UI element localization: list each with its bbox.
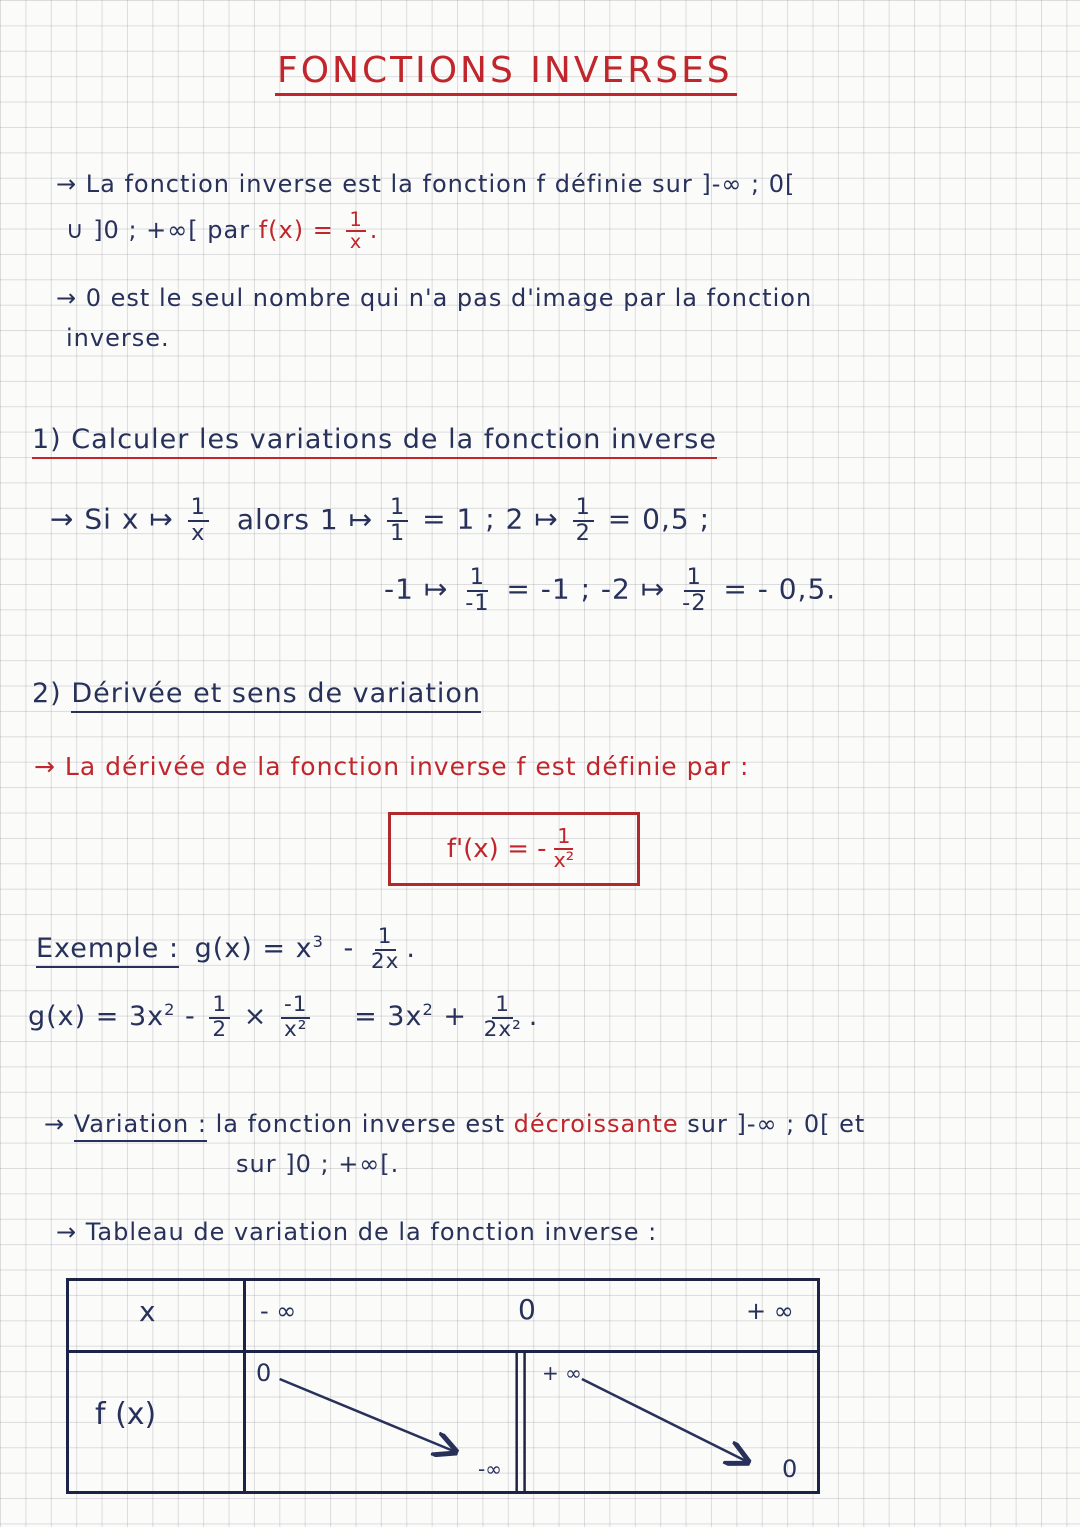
variation-line-2: sur ]0 ; +∞[. xyxy=(236,1150,400,1178)
example-line2-plus: + xyxy=(443,1001,467,1033)
example-line2-f3-num: 1 xyxy=(492,994,513,1019)
derivative-line: → La dérivée de la fonction inverse f est définie par : xyxy=(34,752,750,781)
intro-frac-num: 1 xyxy=(346,210,365,232)
row1-b-frac xyxy=(573,496,594,545)
section-1-heading xyxy=(32,424,717,455)
example-line2-f1-num: 1 xyxy=(209,994,230,1019)
page-title: FONCTIONS INVERSES xyxy=(275,50,737,96)
section-1-row-1 xyxy=(50,496,710,545)
example-line1-den: 2x xyxy=(370,948,400,974)
section-2-heading xyxy=(32,678,481,709)
variation-arrows xyxy=(246,1353,817,1491)
section-2-heading-text: Dérivée et sens de variation xyxy=(71,678,481,713)
intro-formula-fraction xyxy=(346,210,365,252)
row1-lead-den: x xyxy=(191,519,206,546)
derivative-num: 1 xyxy=(554,826,573,850)
row2-a-frac xyxy=(462,566,492,615)
derivative-formula-box xyxy=(388,812,640,886)
intro-formula-lhs: f(x) = xyxy=(258,216,334,245)
fx-values-cell xyxy=(245,1352,819,1493)
example-line2-f2-den: x² xyxy=(284,1016,308,1042)
example-line2-f1-den: 2 xyxy=(212,1016,228,1042)
example-line2-frac-1 xyxy=(209,994,230,1041)
row1-a-den: 1 xyxy=(389,519,406,546)
derivative-frac xyxy=(551,826,578,872)
fx-left-end: -∞ xyxy=(478,1457,502,1481)
row1-b-den: 2 xyxy=(575,519,591,546)
row1-b-result: = 0,5 ; xyxy=(607,502,711,536)
table-intro: → Tableau de variation de la fonction inverse : xyxy=(56,1218,658,1246)
section-2-number: 2) xyxy=(32,678,62,709)
example-line-2: $g(x) = 3x^2$ - $\frac{1}{2}$ × $\frac{-1}{\text{x²}}$ = $3x^2$ + $\frac{1}{\text{2x²}}$ . xyxy=(28,992,539,1042)
example-line2-f2-num: -1 xyxy=(281,994,311,1019)
row1-lead-num: 1 xyxy=(188,496,209,522)
example-line1-num: 1 xyxy=(375,926,396,951)
example-line-1: Exemple : $g(x) = x^3$ - $\frac{1}{2x}$ . xyxy=(36,924,416,974)
example-line1-exp: 3 xyxy=(312,932,324,952)
example-line1-frac xyxy=(368,926,403,973)
intro-line-2-text: ∪ ]0 ; +∞[ par xyxy=(66,216,259,245)
x-zero: 0 xyxy=(518,1293,536,1326)
variation-label: Variation : xyxy=(74,1110,207,1142)
row1-lead-frac xyxy=(188,496,209,545)
row2-lead: -1 ↦ xyxy=(384,572,449,606)
example-line2-frac-3 xyxy=(481,994,525,1041)
fx-left-start: 0 xyxy=(256,1359,272,1387)
row1-a-frac xyxy=(387,496,408,545)
row1-a-num: 1 xyxy=(387,496,408,522)
row2-a-num: 1 xyxy=(467,566,488,592)
variation-text-2: sur ]-∞ ; 0[ et xyxy=(678,1110,866,1138)
row1-then: alors 1 ↦ xyxy=(236,502,374,536)
variation-line-1: → Variation : la fonction inverse est décroissante sur ]-∞ ; 0[ et xyxy=(44,1110,865,1138)
x-label: x xyxy=(139,1295,156,1328)
example-line1-lhs: g(x) = x xyxy=(194,933,313,965)
example-line2-f3-den: 2x² xyxy=(483,1016,522,1042)
row2-a-den: -1 xyxy=(465,589,490,616)
intro-line-4: inverse. xyxy=(66,324,170,352)
intro-line-1 xyxy=(56,170,795,198)
example-line2-lhs: g(x) = 3x xyxy=(28,1001,165,1033)
row2-b-result: = - 0,5. xyxy=(723,572,837,606)
row2-b-den: -2 xyxy=(682,589,707,616)
intro-formula: f(x) = $\frac{1}{x}$ . xyxy=(258,208,379,254)
fx-header-cell xyxy=(68,1352,245,1493)
fx-right-start: + ∞ xyxy=(542,1361,582,1385)
variation-decreasing: décroissante xyxy=(513,1110,679,1138)
row2-b-num: 1 xyxy=(684,566,705,592)
row2-a-result: = -1 ; -2 ↦ xyxy=(506,572,666,606)
decreasing-arrow-left xyxy=(280,1379,454,1451)
row1-lead: → Si x ↦ xyxy=(50,502,174,536)
example-label: Exemple : xyxy=(36,933,179,968)
example-line2-minus: - xyxy=(185,1001,196,1033)
example-line2-times: × xyxy=(243,1001,268,1033)
x-values-cell xyxy=(245,1280,819,1352)
fx-label: f (x) xyxy=(95,1397,157,1432)
variation-text-1: la fonction inverse est xyxy=(206,1110,514,1138)
example-line2-eq: = 3x xyxy=(354,1001,423,1033)
x-minus-infinity: - ∞ xyxy=(260,1297,297,1325)
decreasing-arrow-right xyxy=(582,1379,746,1461)
section-1-row-2 xyxy=(384,566,836,615)
row1-b-num: 1 xyxy=(573,496,594,522)
row2-b-frac xyxy=(679,566,709,615)
variation-table xyxy=(66,1278,820,1494)
example-line1-minus: - xyxy=(343,933,355,965)
intro-line-1-text: → La fonction inverse est la fonction f définie sur ]-∞ ; 0[ xyxy=(56,170,796,198)
x-plus-infinity: + ∞ xyxy=(746,1297,794,1325)
example-line2-frac-2 xyxy=(281,994,311,1041)
example-line2-exp2: 2 xyxy=(422,1000,434,1020)
derivative-den: x² xyxy=(553,848,575,872)
intro-line-3: → 0 est le seul nombre qui n'a pas d'image par la fonction xyxy=(56,284,813,312)
x-header-cell xyxy=(68,1280,245,1352)
row1-a-result: = 1 ; 2 ↦ xyxy=(422,502,559,536)
fx-right-end: 0 xyxy=(782,1455,798,1483)
derivative-lhs: f'(x) = - xyxy=(446,834,547,864)
example-line2-exp: 2 xyxy=(164,1000,176,1020)
intro-frac-den: x xyxy=(349,230,363,254)
section-1-heading-text: 1) Calculer les variations de la fonction inverse xyxy=(32,424,717,459)
intro-line-2 xyxy=(66,210,378,252)
